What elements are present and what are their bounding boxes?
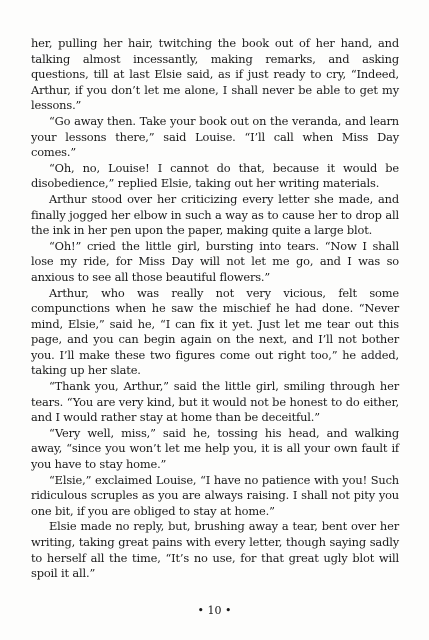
paragraph: Arthur, who was really not very vicious, felt some compunctions when he saw the mischief he had done. “Never mind, Elsie,” said he, “I can fix it yet. Just let me tear out this page, and you can begin again on the next, and I’ll not bother you. I’ll make these two figures come out right too,” he added, taking up her slate. — [31, 285, 399, 378]
paragraph: “Very well, miss,” said he, tossing his head, and walking away, “since you won’t let me help you, it is all your own fault if you have to stay home.” — [31, 425, 399, 472]
paragraph: her, pulling her hair, twitching the book out of her hand, and talking almost incessantly, making remarks, and asking questions, till at last Elsie said, as if just ready to cry, “Indeed, Arthur, if you don’t let me alone, I shall never be able to get my lessons.” — [31, 36, 399, 113]
paragraph: “Thank you, Arthur,” said the little girl, smiling through her tears. “You are very kind, but it would not be honest to do either, and I would rather stay at home than be deceitful.” — [31, 379, 399, 425]
paragraph: “Go away then. Take your book out on the veranda, and learn your lessons there,” said Louise. “I’ll call when Miss Day comes.” — [31, 113, 399, 160]
paragraph: Elsie made no reply, but, brushing away a tear, bent over her writing, taking great pains with every letter, though saying sadly to herself all the time, “It’s no use, for that great ugly blot will spoil it all.” — [31, 519, 399, 581]
paragraph: “Oh!” cried the little girl, bursting into tears. “Now I shall lose my ride, for Miss Day will not let me go, and I was so anxious to see all those beautiful flowers.” — [31, 238, 399, 284]
page-text — [31, 36, 399, 582]
paragraph: “Elsie,” exclaimed Louise, “I have no patience with you! Such ridiculous scruples as you are always raising. I shall not pity you one bit, if you are obliged to stay at home.” — [31, 472, 399, 518]
page-number: • 10 • — [197, 604, 232, 617]
paragraph: “Oh, no, Louise! I cannot do that, because it would be disobedience,” replied Elsie, taking out her writing materials. — [31, 160, 399, 191]
paragraph: Arthur stood over her criticizing every letter she made, and finally jogged her elbow in such a way as to cause her to drop all the ink in her pen upon the paper, making quite a large blot. — [31, 191, 399, 238]
